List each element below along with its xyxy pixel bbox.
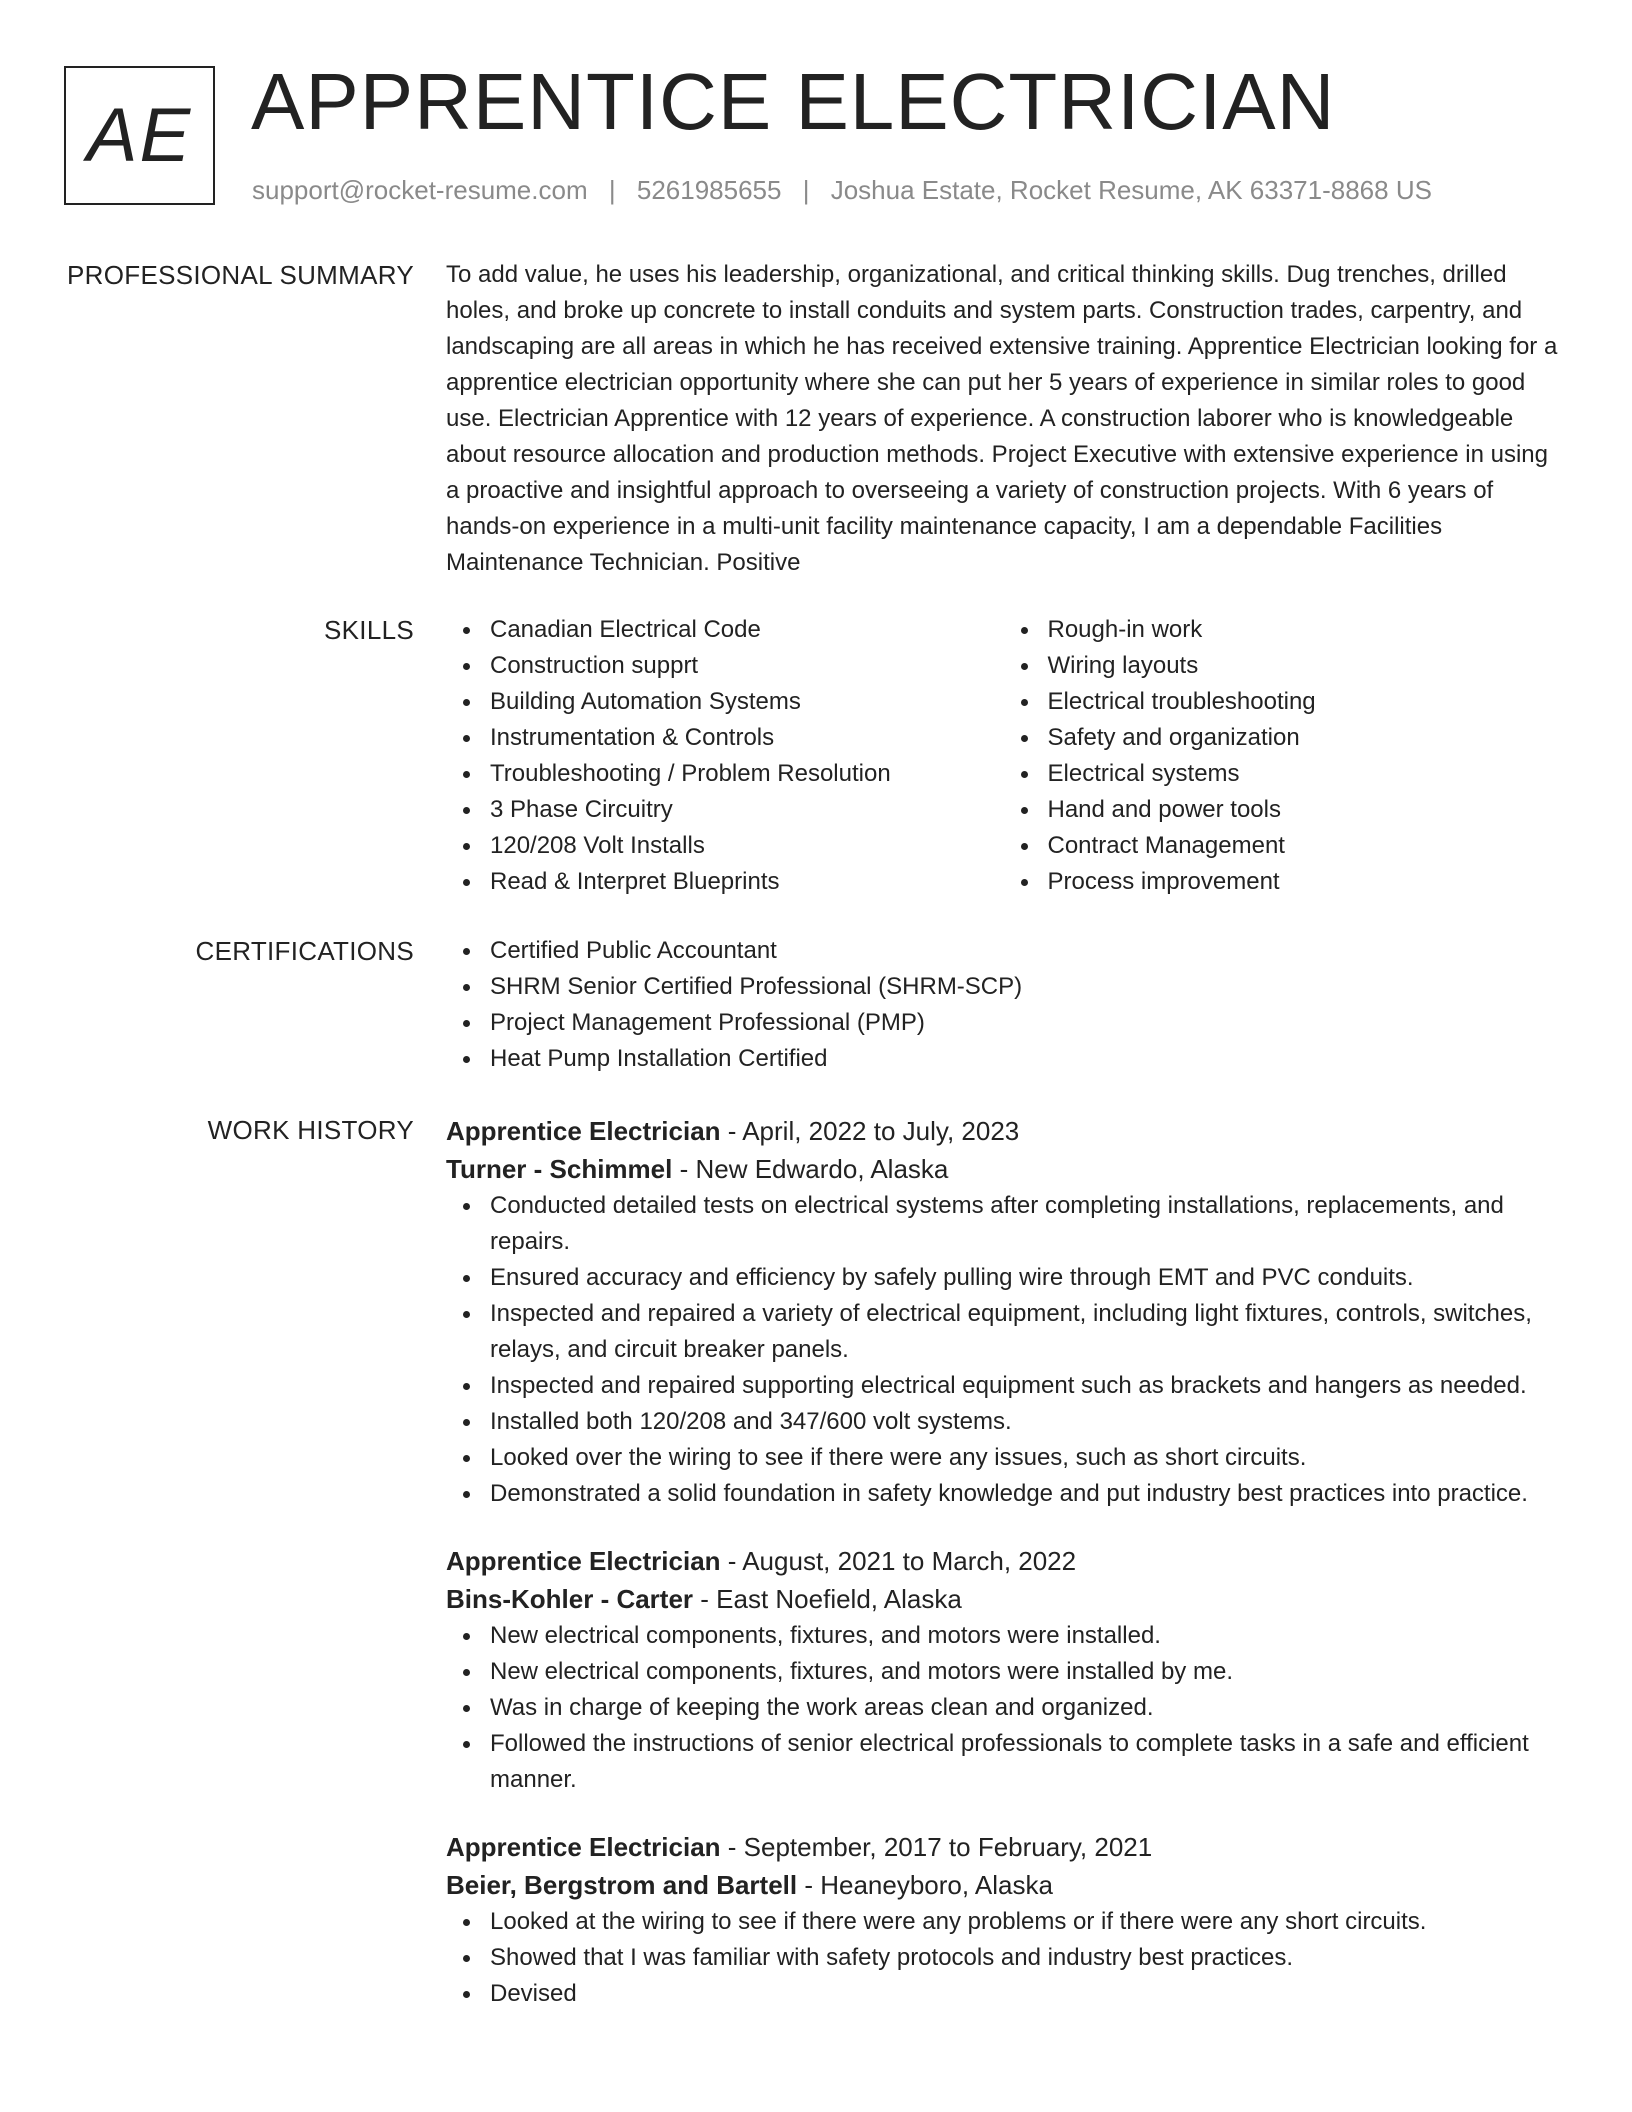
job-entry: [446, 1112, 1561, 1512]
skill-item: Safety and organization: [1048, 720, 1562, 756]
skill-item: Electrical troubleshooting: [1048, 684, 1562, 720]
job-bullet: Demonstrated a solid foundation in safety knowledge and put industry best practices into practice.: [490, 1476, 1561, 1512]
job-dates: - April, 2022 to July, 2023: [720, 1116, 1020, 1146]
contact-phone: 5261985655: [636, 175, 782, 205]
skill-item: Construction supprt: [490, 648, 1004, 684]
skills-label: SKILLS: [324, 615, 414, 645]
job-bullet: Ensured accuracy and efficiency by safely pulling wire through EMT and PVC conduits.: [490, 1260, 1561, 1296]
job-bullet: Inspected and repaired supporting electrical equipment such as brackets and hangers as needed.: [490, 1368, 1561, 1404]
skill-item: Building Automation Systems: [490, 684, 1004, 720]
skills-body: [446, 612, 1561, 900]
skill-item: Canadian Electrical Code: [490, 612, 1004, 648]
job-company: Turner - Schimmel: [446, 1154, 673, 1184]
contact-line: [252, 172, 1432, 208]
skill-item: Process improvement: [1048, 864, 1562, 900]
certifications-list: [446, 933, 1561, 1077]
job-bullet: Looked at the wiring to see if there were any problems or if there were any short circuits.: [490, 1904, 1561, 1940]
certification-item: Project Management Professional (PMP): [490, 1005, 1561, 1041]
job-dates: - September, 2017 to February, 2021: [720, 1832, 1153, 1862]
job-bullets: [446, 1618, 1561, 1798]
job-title-line: [446, 1112, 1561, 1150]
skills-list-right: [1004, 612, 1562, 900]
summary-label: PROFESSIONAL SUMMARY: [67, 260, 414, 290]
certification-item: Heat Pump Installation Certified: [490, 1041, 1561, 1077]
job-bullet: Was in charge of keeping the work areas clean and organized.: [490, 1690, 1561, 1726]
skill-item: 3 Phase Circuitry: [490, 792, 1004, 828]
skill-item: Troubleshooting / Problem Resolution: [490, 756, 1004, 792]
skill-item: 120/208 Volt Installs: [490, 828, 1004, 864]
skill-item: Instrumentation & Controls: [490, 720, 1004, 756]
job-location: - Heaneyboro, Alaska: [797, 1870, 1053, 1900]
job-location: - East Noefield, Alaska: [693, 1584, 962, 1614]
summary-text: To add value, he uses his leadership, organizational, and critical thinking skills. Dug trenches, drilled holes, and broke up concrete to install conduits and system parts. Construction trades, carpentry, and landscaping are all areas in which he has received extensive training. Apprentice Electrician looking for a apprentice electrician opportunity where she can put her 5 years of experience in similar roles to good use. Electrician Apprentice with 12 years of experience. A construction laborer who is knowledgeable about resource allocation and production methods. Project Executive with extensive experience in using a proactive and insightful approach to overseeing a variety of construction projects. With 6 years of hands-on experience in a multi-unit facility maintenance capacity, I am a dependable Facilities Maintenance Technician. Positive: [446, 261, 1558, 576]
job-title-line: [446, 1828, 1561, 1866]
skill-item: Hand and power tools: [1048, 792, 1562, 828]
job-dates: - August, 2021 to March, 2022: [720, 1546, 1077, 1576]
certification-item: SHRM Senior Certified Professional (SHRM-SCP): [490, 969, 1561, 1005]
initials-monogram: [64, 66, 215, 205]
job-bullet: Inspected and repaired a variety of electrical equipment, including light fixtures, controls, switches, relays, and circuit breaker panels.: [490, 1296, 1561, 1368]
skills-list-left: [446, 612, 1004, 900]
certifications-label: CERTIFICATIONS: [195, 936, 414, 966]
job-bullet: Installed both 120/208 and 347/600 volt systems.: [490, 1404, 1561, 1440]
certifications-body: [446, 933, 1561, 1077]
contact-email: support@rocket-resume.com: [252, 175, 588, 205]
job-bullet: Looked over the wiring to see if there were any issues, such as short circuits.: [490, 1440, 1561, 1476]
job-entry: [446, 1828, 1561, 2012]
job-company-line: [446, 1866, 1561, 1904]
contact-separator: |: [608, 175, 616, 205]
job-title: Apprentice Electrician: [446, 1116, 721, 1146]
work-history-label: WORK HISTORY: [207, 1115, 414, 1145]
skill-item: Electrical systems: [1048, 756, 1562, 792]
job-bullets: [446, 1188, 1561, 1512]
job-title-line: [446, 1542, 1561, 1580]
job-company: Bins-Kohler - Carter: [446, 1584, 694, 1614]
initials-text: AE: [86, 93, 193, 178]
job-bullet: Showed that I was familiar with safety protocols and industry best practices.: [490, 1940, 1561, 1976]
contact-separator: |: [802, 175, 810, 205]
job-company-line: [446, 1580, 1561, 1618]
job-company-line: [446, 1150, 1561, 1188]
skill-item: Contract Management: [1048, 828, 1562, 864]
job-bullet: Conducted detailed tests on electrical systems after completing installations, replacements, and repairs.: [490, 1188, 1561, 1260]
contact-address: Joshua Estate, Rocket Resume, AK 63371-8868 US: [830, 175, 1432, 205]
job-location: - New Edwardo, Alaska: [672, 1154, 949, 1184]
job-bullet: Followed the instructions of senior electrical professionals to complete tasks in a safe and efficient manner.: [490, 1726, 1561, 1798]
certification-item: Certified Public Accountant: [490, 933, 1561, 969]
job-entry: [446, 1542, 1561, 1798]
skill-item: Wiring layouts: [1048, 648, 1562, 684]
resume-name: APPRENTICE ELECTRICIAN: [251, 57, 1336, 146]
job-bullet: New electrical components, fixtures, and motors were installed by me.: [490, 1654, 1561, 1690]
job-company: Beier, Bergstrom and Bartell: [446, 1870, 798, 1900]
job-title: Apprentice Electrician: [446, 1832, 721, 1862]
job-bullets: [446, 1904, 1561, 2012]
skill-item: Rough-in work: [1048, 612, 1562, 648]
work-history-body: [446, 1112, 1561, 2042]
job-title: Apprentice Electrician: [446, 1546, 721, 1576]
summary-body: [446, 257, 1561, 581]
skill-item: Read & Interpret Blueprints: [490, 864, 1004, 900]
job-bullet: Devised: [490, 1976, 1561, 2012]
job-bullet: New electrical components, fixtures, and motors were installed.: [490, 1618, 1561, 1654]
